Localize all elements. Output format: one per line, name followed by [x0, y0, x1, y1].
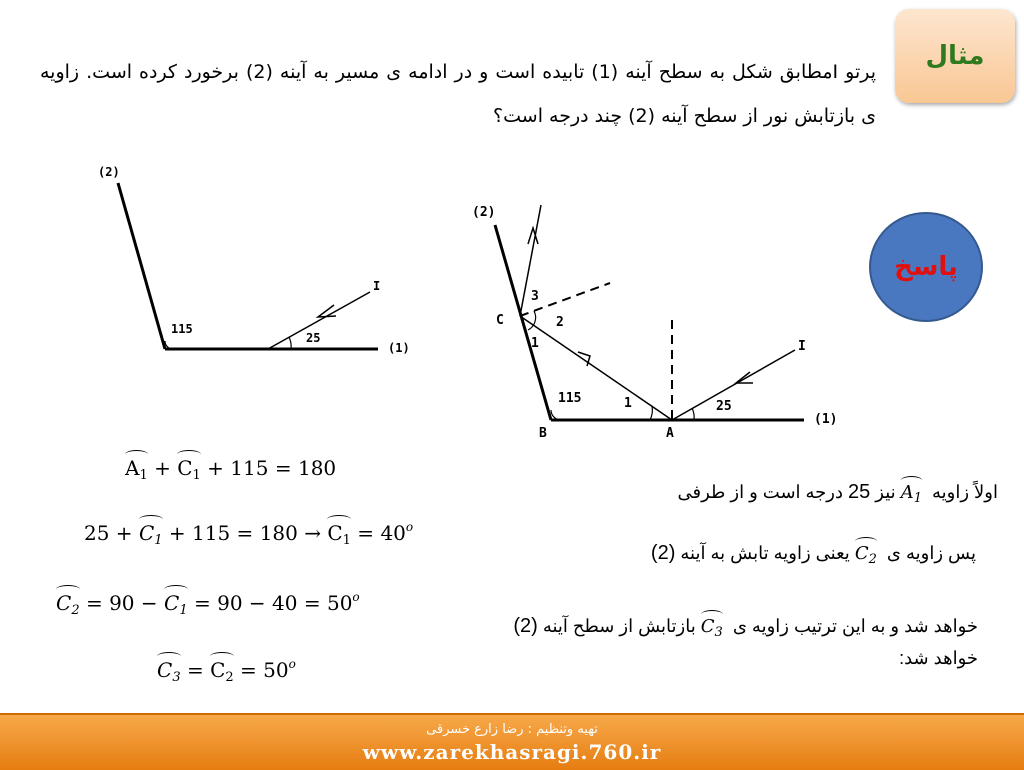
problem-statement: پرتو Iمطابق شکل به سطح آینه (1) تابیده است و در ادامه ی مسیر به آینه (2) برخورد کرده است. زاویه ی بازتابش نور از سطح آینه (2) چند درجه است؟	[40, 61, 876, 127]
footer-bar	[0, 713, 1024, 770]
right-point-a: A	[666, 426, 674, 441]
right-reflected-ray	[520, 316, 672, 420]
right-label-2: 2	[556, 315, 564, 330]
right-mirror2-label: (2)	[472, 205, 496, 220]
right-angle-25-arc	[692, 408, 694, 420]
example-label: مثال	[925, 41, 985, 71]
right-point-c: C	[496, 313, 504, 328]
right-angle-2-arc	[528, 311, 536, 330]
answer-line-1: اولاً زاویه $A_1$ نیز 25 درجه است و از طرفی	[678, 476, 998, 506]
equation-4: $C_3 = C_2 = 50^o$	[157, 652, 296, 685]
right-label-3: 3	[531, 289, 539, 304]
answer-line-4: خواهد شد:	[899, 648, 978, 668]
right-angle-115: 115	[558, 391, 582, 406]
right-label-1-c: 1	[531, 336, 539, 351]
left-mirror-2	[118, 183, 165, 349]
answer-line-3: خواهد شد و به این ترتیب زاویه ی $C_3$ بازتابش از سطح آینه (2)	[513, 610, 978, 640]
left-angle-25-arc	[289, 337, 291, 349]
left-mirror1-label: (1)	[388, 341, 410, 355]
right-ray-label: I	[798, 339, 806, 354]
equation-3: $C_2 = 90 - C_1 = 90 - 40 = 50^o$	[56, 585, 360, 618]
footer-url: www.zarekhasragi.760.ir	[362, 740, 662, 764]
right-point-b: B	[539, 426, 547, 441]
left-ray-label: I	[373, 279, 381, 293]
left-angle-25: 25	[306, 331, 321, 345]
right-incident-ray	[672, 350, 795, 420]
right-angle-25: 25	[716, 399, 732, 414]
equation-1: $A_1 + C_1 + 115 = 180$	[125, 450, 336, 483]
right-label-1-a: 1	[624, 396, 632, 411]
left-mirror2-label: (2)	[98, 165, 120, 179]
right-figure	[495, 205, 804, 420]
right-ray-arrow-in	[736, 372, 753, 383]
left-angle-115: 115	[171, 322, 193, 336]
right-mirror1-label: (1)	[814, 412, 838, 427]
equation-2: $25 + C_1 + 115 = 180 \to C_1 = 40^o$	[84, 515, 413, 548]
footer-author: تهیه وتنظیم : رضا زارع خسرقی	[426, 722, 598, 737]
answer-label: پاسخ	[894, 252, 958, 282]
right-angle-1a-arc	[650, 406, 652, 420]
answer-line-2: پس زاویه ی $C_2$ یعنی زاویه تابش به آینه (2)	[651, 537, 976, 567]
left-figure	[118, 183, 381, 349]
